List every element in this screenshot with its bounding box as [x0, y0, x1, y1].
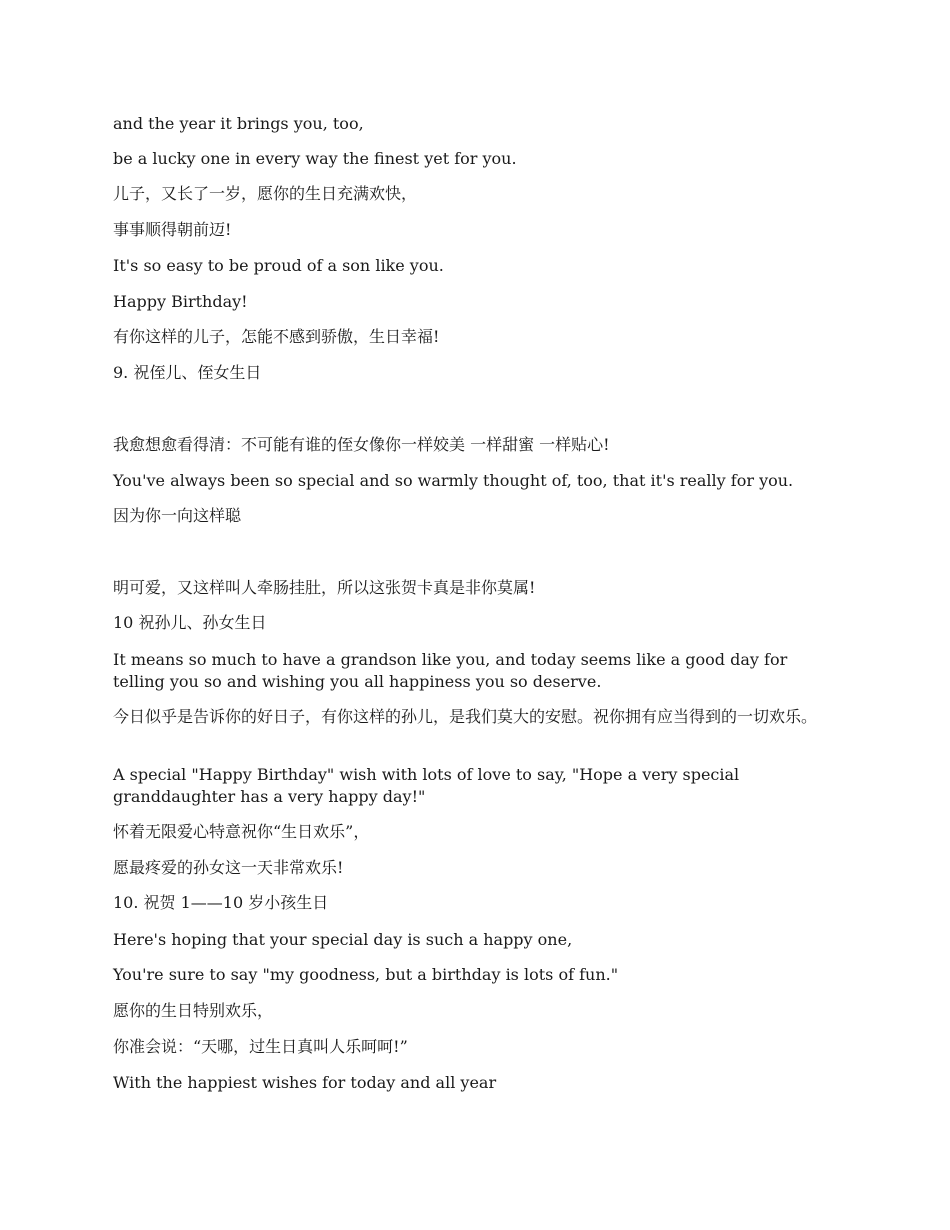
text-line: 有你这样的儿子，怎能不感到骄傲，生日幸福!	[113, 327, 440, 346]
text-paragraph: A special "Happy Birthday" wish with lots of love to say, "Hope a very special granddaughter has a very happy day!"	[113, 765, 740, 806]
text-line: 怀着无限爱心特意祝你“生日欢乐”，	[113, 822, 370, 841]
text-line: 因为你一向这样聪	[113, 506, 242, 525]
text-line: 儿子，又长了一岁，愿你的生日充满欢快，	[113, 184, 418, 203]
text-line: and the year it brings you, too,	[113, 114, 364, 133]
text-line: 你准会说：“天哪，过生日真叫人乐呵呵!”	[113, 1037, 408, 1056]
section-heading: 10. 祝贺 1——10 岁小孩生日	[113, 893, 329, 912]
text-line: be a lucky one in every way the finest yet for you.	[113, 149, 517, 168]
text-line: With the happiest wishes for today and all year	[113, 1073, 497, 1092]
section-heading: 10 祝孙儿、孙女生日	[113, 613, 267, 632]
text-paragraph: 今日似乎是告诉你的好日子，有你这样的孙儿，是我们莫大的安慰。祝你拥有应当得到的一切欢乐。	[113, 707, 818, 726]
text-line: You're sure to say "my goodness, but a birthday is lots of fun."	[113, 965, 619, 984]
section-heading: 9. 祝侄儿、侄女生日	[113, 363, 262, 382]
text-line: 明可爱，又这样叫人牵肠挂肚，所以这张贺卡真是非你莫属!	[113, 578, 536, 597]
text-line: It's so easy to be proud of a son like you.	[113, 256, 444, 275]
text-line: Happy Birthday!	[113, 292, 248, 311]
text-paragraph: It means so much to have a grandson like you, and today seems like a good day for telling you so and wishing you all happiness you so deserve.	[113, 650, 788, 691]
text-line: Here's hoping that your special day is such a happy one,	[113, 930, 573, 949]
text-line: 事事顺得朝前迈!	[113, 220, 232, 239]
text-line: 我愈想愈看得清：不可能有谁的侄女像你一样姣美 一样甜蜜 一样贴心!	[113, 435, 610, 454]
text-line: 愿你的生日特别欢乐，	[113, 1001, 274, 1020]
text-line: 愿最疼爱的孙女这一天非常欢乐!	[113, 858, 344, 877]
text-line: You've always been so special and so warmly thought of, too, that it's really for you.	[113, 471, 794, 490]
